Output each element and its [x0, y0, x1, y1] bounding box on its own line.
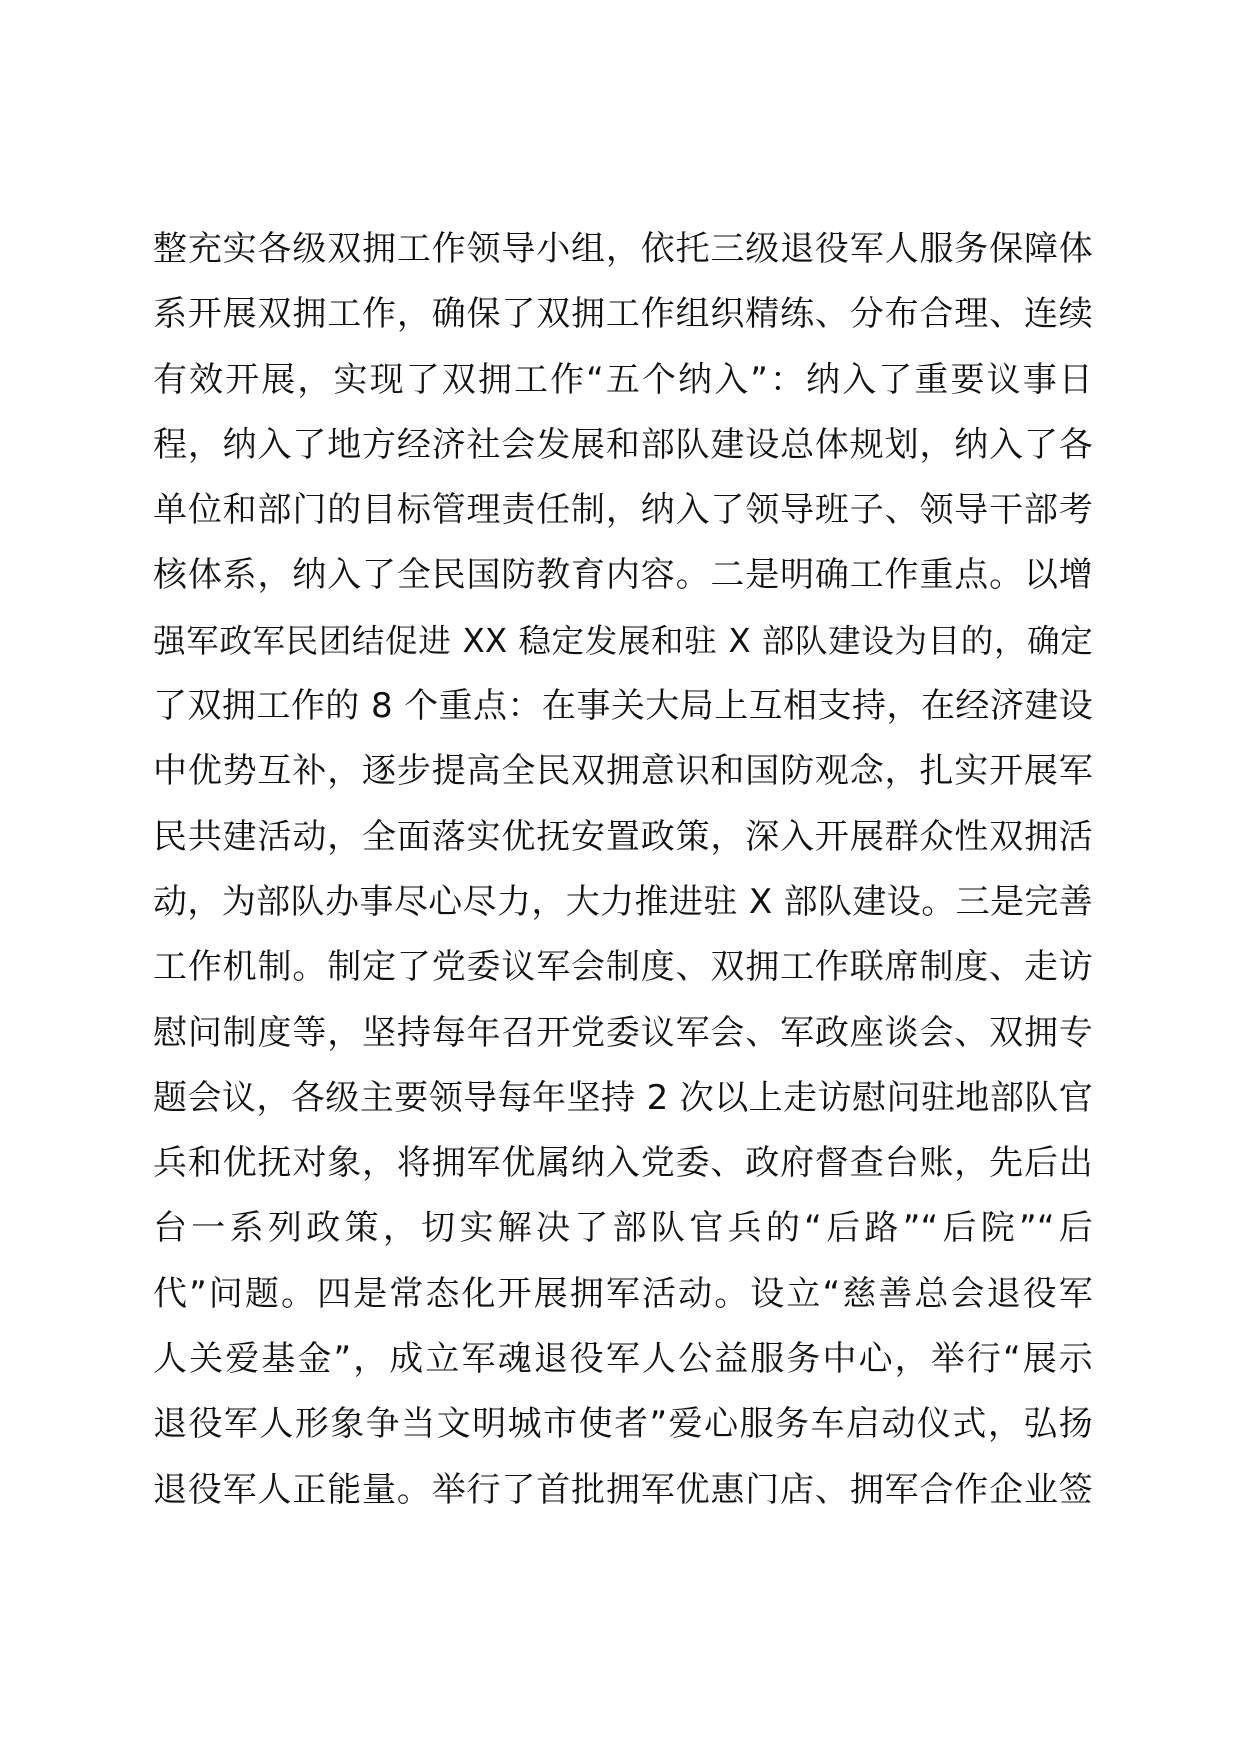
text-line-12: 工作机制。制定了党委议军会制度、双拥工作联席制度、走访: [153, 947, 1093, 988]
text-line-14: 题会议，各级主要领导每年坚持 2 次以上走访慰问驻地部队官: [153, 1077, 1093, 1118]
text-line-5: 单位和部门的目标管理责任制，纳入了领导班子、领导干部考: [153, 490, 1093, 531]
text-line-9: 中优势互补，逐步提高全民双拥意识和国防观念，扎实开展军: [153, 751, 1093, 792]
text-line-16: 台一系列政策，切实解决了部队官兵的“后路”“后院”“后: [153, 1208, 1093, 1249]
text-line-8: 了双拥工作的 8 个重点：在事关大局上互相支持，在经济建设: [153, 686, 1093, 727]
text-line-6: 核体系，纳入了全民国防教育内容。二是明确工作重点。以增: [153, 555, 1093, 596]
text-line-15: 兵和优抚对象，将拥军优属纳入党委、政府督查台账，先后出: [153, 1143, 1093, 1184]
body-paragraph: [153, 217, 1093, 1523]
text-line-11: 动，为部队办事尽心尽力，大力推进驻 X 部队建设。三是完善: [153, 881, 1093, 922]
text-line-7: 强军政军民团结促进 XX 稳定发展和驻 X 部队建设为目的，确定: [153, 621, 1093, 660]
text-line-4: 程，纳入了地方经济社会发展和部队建设总体规划，纳入了各: [153, 424, 1093, 465]
text-line-19: 退役军人形象争当文明城市使者”爱心服务车启动仪式，弘扬: [153, 1404, 1093, 1445]
text-line-3: 有效开展，实现了双拥工作“五个纳入”：纳入了重要议事日: [153, 359, 1093, 400]
text-line-13: 慰问制度等，坚持每年召开党委议军会、军政座谈会、双拥专: [153, 1012, 1093, 1053]
text-line-17: 代”问题。四是常态化开展拥军活动。设立“慈善总会退役军: [153, 1273, 1093, 1314]
text-line-2: 系开展双拥工作，确保了双拥工作组织精练、分布合理、连续: [153, 294, 1093, 335]
text-line-18: 人关爱基金”，成立军魂退役军人公益服务中心，举行“展示: [153, 1339, 1093, 1380]
text-line-1: 整充实各级双拥工作领导小组，依托三级退役军人服务保障体: [153, 229, 1093, 269]
text-line-10: 民共建活动，全面落实优抚安置政策，深入开展群众性双拥活: [153, 816, 1093, 857]
text-line-20: 退役军人正能量。举行了首批拥军优惠门店、拥军合作企业签: [153, 1469, 1093, 1510]
